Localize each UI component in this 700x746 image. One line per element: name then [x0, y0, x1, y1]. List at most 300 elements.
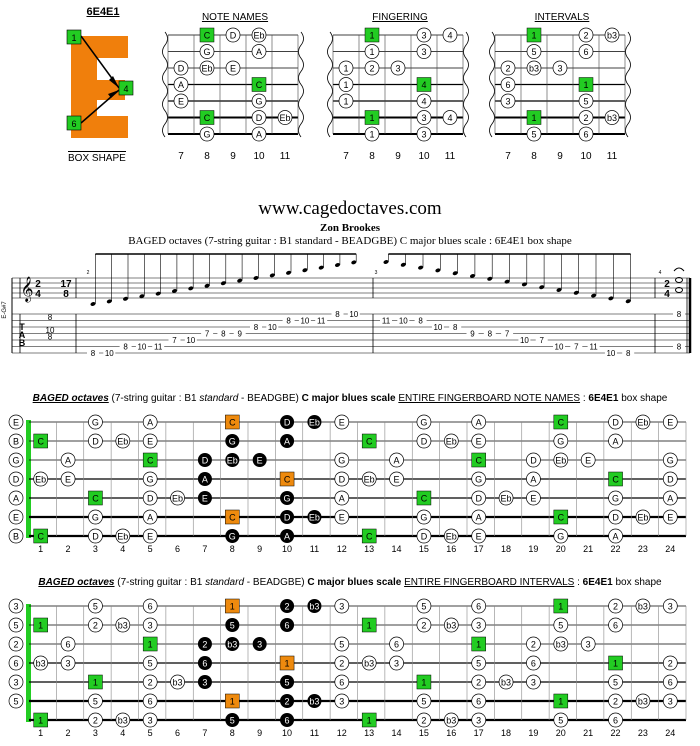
note-label: G — [666, 455, 674, 466]
note-label: G — [203, 129, 211, 140]
diagram-fret-number: 10 — [418, 151, 430, 162]
note-label: 2 — [476, 677, 482, 688]
fret-number: 4 — [120, 728, 126, 738]
fret-number: 15 — [418, 544, 429, 554]
note-label: Eb — [279, 113, 291, 123]
note-label: 4 — [421, 96, 427, 107]
box-marker-6-label: 6 — [71, 119, 77, 129]
note-label: 3 — [339, 696, 345, 707]
note-label: 5 — [613, 677, 619, 688]
title-seg: BAGED octaves — [38, 577, 115, 588]
open-string-label: G — [12, 455, 20, 466]
diagram-fingering — [315, 12, 485, 162]
open-string-label: E — [12, 512, 20, 523]
measure-number: 4 — [658, 270, 662, 276]
note-label: G — [475, 474, 483, 485]
note-label: 2 — [339, 658, 345, 669]
note-label: E — [667, 417, 674, 428]
note-label: 3 — [585, 639, 591, 650]
title-seg: C major blues scale — [301, 393, 396, 404]
tab-number-start: 10 — [45, 326, 55, 335]
diagram-fret-number: 7 — [505, 151, 511, 162]
diagram-fret-number: 11 — [606, 151, 618, 162]
note-label: 1 — [558, 601, 564, 612]
tab-clef-letter: A — [18, 330, 26, 340]
fret-number: 3 — [92, 728, 98, 738]
measure-number: 2 — [86, 270, 90, 276]
title-seg: : — [574, 577, 583, 588]
note-label: C — [420, 493, 428, 504]
note-label: G — [420, 417, 428, 428]
diagram-fret-number: 10 — [580, 151, 592, 162]
title-seg: 6E4E1 — [582, 577, 613, 588]
note-label: G — [228, 531, 236, 542]
tab-number: 8 — [221, 329, 226, 339]
note-label: G — [557, 436, 565, 447]
title-seg: ENTIRE FINGERBOARD INTERVALS — [404, 577, 575, 588]
note-label: A — [530, 474, 537, 485]
note-label: 5 — [583, 96, 589, 107]
tab-number-start: 8 — [47, 332, 53, 342]
note-label: D — [475, 493, 482, 504]
title-seg: C major blues scale — [307, 577, 402, 588]
note-label: E — [530, 493, 537, 504]
title-seg: - BEADGBE) — [238, 393, 302, 404]
note-label: G — [228, 436, 236, 447]
time-sig-top: 2 — [35, 279, 41, 290]
note-label: Eb — [308, 417, 320, 428]
note-label: E — [256, 455, 263, 466]
note-label: A — [201, 474, 208, 485]
title-seg: 6E4E1 — [588, 393, 619, 404]
note-label: 2 — [202, 639, 208, 650]
note-label: 6 — [284, 620, 290, 631]
note-label: C — [203, 30, 211, 41]
note-label: 3 — [530, 677, 536, 688]
fret-number: 10 — [282, 544, 293, 554]
note-label: b3 — [364, 658, 375, 669]
tab-number: 10 — [137, 342, 147, 352]
note-label: D — [146, 493, 154, 504]
note-label: C — [557, 512, 565, 523]
tab-number: 10 — [398, 316, 408, 326]
note-label: 1 — [369, 113, 375, 123]
tab-number: 8 — [625, 349, 631, 358]
title-seg: : — [580, 393, 589, 404]
note-label: A — [147, 512, 154, 523]
note-label: b3 — [637, 696, 648, 707]
note-label: Eb — [637, 512, 649, 523]
diagram-svg — [150, 12, 320, 162]
tab-clef-letter: T — [19, 322, 25, 332]
note-label: A — [255, 47, 263, 57]
diagram-edge-right — [299, 32, 304, 137]
note-label: Eb — [172, 493, 184, 504]
fret-number: 7 — [202, 728, 208, 738]
note-label: E — [585, 455, 592, 466]
note-label: C — [229, 512, 236, 523]
note-label: A — [147, 417, 154, 428]
note-label: A — [255, 129, 263, 140]
tab-number: 10 — [300, 316, 310, 326]
note-label: E — [229, 63, 237, 74]
diagram-intervals — [477, 12, 647, 162]
note-label: 5 — [92, 696, 98, 707]
box-marker-4-label: 4 — [123, 84, 129, 94]
diagram-edge-left — [163, 32, 168, 137]
note-label: Eb — [637, 417, 649, 428]
diagram-svg — [315, 12, 485, 162]
diagram-fret-number: 11 — [444, 151, 456, 162]
tab-number: 9 — [470, 329, 475, 339]
note-label: b3 — [501, 677, 512, 688]
note-label: 6 — [505, 80, 511, 90]
tab-number: 11 — [589, 342, 598, 352]
note-label: 5 — [92, 601, 98, 612]
note-label: 1 — [366, 715, 372, 726]
note-label: 1 — [369, 129, 375, 140]
fret-number: 23 — [637, 544, 648, 554]
fret-number: 17 — [473, 544, 484, 554]
note-label: 3 — [421, 47, 427, 57]
note-label: 2 — [421, 620, 427, 631]
title-seg: BAGED octaves — [32, 393, 109, 404]
note-label: G — [557, 531, 565, 542]
note-label: G — [420, 512, 428, 523]
note-label: D — [283, 417, 291, 428]
note-label: 6 — [613, 715, 619, 726]
diagram-edge-right — [626, 32, 631, 137]
note-label: 2 — [613, 696, 619, 707]
note-label: 2 — [583, 113, 589, 123]
time-sig-top-end: 2 — [664, 279, 670, 290]
note-label: 3 — [394, 658, 400, 669]
tab-number: 11 — [154, 342, 163, 352]
fret-number: 21 — [583, 544, 594, 554]
note-label: b3 — [172, 677, 183, 688]
diagram-fret-number: 8 — [531, 151, 537, 162]
note-label: E — [147, 436, 154, 447]
note-label: b3 — [555, 639, 566, 650]
note-label: E — [338, 512, 345, 523]
note-label: 6 — [476, 696, 482, 707]
open-string-label: B — [12, 531, 20, 542]
note-label: b3 — [528, 63, 540, 74]
note-label: 1 — [531, 113, 537, 123]
fret-number: 23 — [637, 728, 648, 738]
note-label: Eb — [555, 455, 567, 466]
note-label: 3 — [421, 129, 427, 140]
note-label: 6 — [394, 639, 400, 650]
note-label: 3 — [147, 715, 153, 726]
fret-number: 18 — [501, 728, 512, 738]
fret-number: 2 — [65, 544, 71, 554]
score-notation — [0, 250, 700, 360]
note-label: C — [255, 80, 263, 90]
fret-number: 19 — [528, 728, 539, 738]
tab-clef-letter: B — [18, 338, 26, 348]
note-label: 6 — [583, 129, 589, 140]
note-label: C — [146, 455, 154, 466]
note-label: D — [612, 512, 619, 523]
fret-number: 22 — [610, 728, 621, 738]
note-label: D — [667, 474, 674, 485]
note-label: A — [338, 493, 345, 504]
note-label: 3 — [421, 113, 427, 123]
diagram-fret-number: 8 — [204, 151, 210, 162]
fret-number: 8 — [229, 728, 235, 738]
note-label: 1 — [38, 620, 44, 631]
note-label: b3 — [35, 658, 46, 669]
fret-number: 3 — [92, 544, 98, 554]
note-label: G — [203, 47, 211, 57]
note-label: C — [37, 436, 44, 447]
note-label: A — [667, 493, 674, 504]
note-label: b3 — [117, 715, 128, 726]
note-label: 5 — [558, 620, 564, 631]
box-marker-1-label: 1 — [71, 33, 77, 43]
note-label: C — [612, 474, 619, 485]
diagram-fret-number: 11 — [279, 151, 291, 162]
tab-number: 8 — [123, 342, 128, 352]
note-label: G — [91, 417, 99, 428]
note-label: 6 — [583, 47, 589, 57]
tab-number: 8 — [335, 310, 340, 319]
note-label: E — [667, 512, 674, 523]
note-label: b3 — [606, 30, 618, 41]
note-label: b3 — [309, 696, 320, 707]
note-label: E — [177, 96, 185, 107]
note-label: 6 — [147, 696, 153, 707]
note-label: E — [475, 531, 482, 542]
note-label: A — [612, 436, 619, 447]
note-label: 3 — [339, 601, 345, 612]
note-label: 6 — [613, 620, 619, 631]
open-string-label: 5 — [13, 620, 19, 631]
note-label: 6 — [476, 601, 482, 612]
fret-number: 4 — [120, 544, 126, 554]
note-label: 3 — [667, 601, 673, 612]
note-label: 3 — [476, 715, 482, 726]
note-label: 5 — [339, 639, 345, 650]
fingerboard-notes-title — [0, 393, 700, 404]
tab-number: 8 — [253, 323, 259, 332]
note-label: G — [338, 455, 346, 466]
diagram-svg — [477, 12, 647, 162]
note-label: A — [475, 512, 482, 523]
note-label: D — [283, 512, 291, 523]
note-label: G — [255, 96, 263, 107]
note-label: 3 — [65, 658, 71, 669]
site-url[interactable]: www.cagedoctaves.com — [258, 198, 442, 219]
tab-number: 7 — [172, 336, 177, 345]
time-sig-bottom-end: 4 — [664, 289, 670, 300]
fret-number: 16 — [446, 544, 457, 554]
note-label: D — [338, 474, 346, 485]
title-seg: standard — [205, 577, 245, 588]
note-label: C — [365, 436, 373, 447]
note-label: 5 — [476, 658, 482, 669]
note-label: Eb — [117, 436, 129, 447]
note-label: 6 — [530, 658, 536, 669]
treble-clef: 𝄞 — [20, 276, 34, 301]
note-label: D — [92, 436, 99, 447]
note-label: 5 — [531, 129, 537, 140]
staff-label: E-G#7 — [2, 301, 8, 319]
note-label: 6 — [667, 677, 673, 688]
fret-number: 22 — [610, 544, 621, 554]
fret-number: 21 — [583, 728, 594, 738]
note-label: A — [284, 436, 291, 447]
note-label: D — [420, 531, 428, 542]
note-label: G — [91, 512, 99, 523]
fret-number: 2 — [65, 728, 71, 738]
tab-number-start: 8 — [47, 313, 53, 322]
diagram-edge-right — [464, 32, 469, 137]
note-label: 6 — [65, 639, 71, 650]
note-label: b3 — [446, 620, 457, 631]
note-label: 5 — [229, 620, 235, 631]
measure-number: 3 — [374, 270, 378, 276]
note-label: 1 — [284, 658, 290, 669]
note-label: C — [92, 493, 99, 504]
fret-number: 5 — [147, 728, 153, 738]
time-sig-tuplet-den: 8 — [63, 289, 69, 300]
note-label: 5 — [147, 658, 153, 669]
note-label: Eb — [117, 531, 129, 542]
box-shape-caption: BOX SHAPE — [68, 153, 126, 164]
open-string-label: 2 — [13, 639, 19, 650]
note-label: D — [201, 455, 209, 466]
note-label: 1 — [558, 696, 564, 707]
note-label: G — [612, 493, 620, 504]
note-label: 3 — [667, 696, 673, 707]
fret-number: 5 — [147, 544, 153, 554]
note-label: G — [146, 474, 154, 485]
note-label: C — [475, 455, 482, 466]
note-label: D — [92, 531, 99, 542]
open-string-label: E — [12, 417, 20, 428]
note-label: 5 — [531, 47, 537, 57]
note-label: 3 — [557, 63, 563, 74]
fermata — [674, 268, 684, 271]
note-label: E — [65, 474, 72, 485]
note-label: D — [420, 436, 428, 447]
note-label: b3 — [227, 639, 238, 650]
tab-number: 8 — [90, 349, 96, 358]
note-label: 2 — [667, 658, 673, 669]
fret-number: 13 — [364, 728, 375, 738]
note-label: E — [338, 417, 345, 428]
note-label: 1 — [343, 80, 349, 90]
time-sig-bottom: 4 — [35, 289, 41, 300]
note-label: 1 — [366, 620, 372, 631]
tab-number-final: 8 — [676, 310, 682, 319]
note-label: Eb — [363, 474, 375, 485]
fret-number: 7 — [202, 544, 208, 554]
title-seg: (7-string guitar : B1 — [108, 393, 200, 404]
open-string-label: 3 — [13, 601, 19, 612]
diagram-fret-number: 9 — [230, 151, 236, 162]
time-sig-tuplet: 17 — [60, 279, 72, 290]
note-label: 5 — [229, 715, 235, 726]
fret-number: 1 — [38, 544, 44, 554]
fret-number: 12 — [336, 728, 347, 738]
note-label: E — [475, 436, 482, 447]
note-label: A — [65, 455, 72, 466]
note-label: 1 — [229, 601, 235, 612]
author: Zon Brookes — [319, 222, 380, 234]
note-label: b3 — [309, 601, 320, 612]
note-label: G — [283, 493, 291, 504]
open-string-label: B — [12, 436, 20, 447]
note-label: E — [147, 531, 154, 542]
diagram-note-names — [150, 12, 320, 162]
diagram-edge-left — [328, 32, 333, 137]
note-label: A — [612, 531, 619, 542]
tab-number: 11 — [317, 316, 326, 326]
note-label: 2 — [505, 63, 511, 74]
note-label: 3 — [257, 639, 263, 650]
note-label: 1 — [343, 96, 349, 107]
note-label: A — [177, 80, 185, 90]
tab-number: 8 — [418, 316, 423, 326]
note-label: 1 — [38, 715, 44, 726]
diagram-fret-number: 7 — [178, 151, 184, 162]
note-label: 3 — [395, 63, 401, 74]
tab-number-final: 8 — [676, 342, 682, 352]
note-label: b3 — [446, 715, 457, 726]
tab-number: 10 — [349, 310, 359, 319]
fret-number: 13 — [364, 544, 375, 554]
note-label: 1 — [147, 639, 153, 650]
title-seg: box shape — [618, 393, 668, 404]
note-label: 1 — [476, 639, 482, 650]
note-label: 6 — [339, 677, 345, 688]
note-label: b3 — [606, 113, 618, 123]
note-label: D — [255, 113, 263, 123]
fret-number: 24 — [665, 728, 676, 738]
note-label: 1 — [613, 658, 619, 669]
note-label: C — [203, 113, 211, 123]
note-label: 2 — [613, 601, 619, 612]
note-label: A — [284, 531, 291, 542]
fret-number: 16 — [446, 728, 457, 738]
tab-number: 10 — [104, 349, 114, 358]
note-label: b3 — [117, 620, 128, 631]
note-label: 3 — [421, 30, 427, 41]
fret-number: 10 — [282, 728, 293, 738]
note-label: 3 — [476, 620, 482, 631]
fret-number: 1 — [38, 728, 44, 738]
tab-number: 10 — [186, 336, 196, 345]
fret-number: 18 — [501, 544, 512, 554]
tab-number: 7 — [204, 329, 210, 339]
note-label: 2 — [147, 677, 153, 688]
fingerboard-intervals-title — [0, 577, 700, 588]
fret-number: 14 — [391, 544, 402, 554]
note-label: D — [530, 455, 537, 466]
note-label: 1 — [531, 30, 537, 41]
fret-number: 15 — [418, 728, 429, 738]
note-label: E — [201, 493, 208, 504]
title-seg: ENTIRE FINGERBOARD NOTE NAMES — [398, 393, 581, 404]
note-label: 2 — [369, 63, 375, 74]
note-label: 1 — [583, 80, 589, 90]
open-string-label: D — [12, 474, 20, 485]
fret-number: 11 — [309, 544, 320, 554]
note-label: 6 — [202, 658, 208, 669]
